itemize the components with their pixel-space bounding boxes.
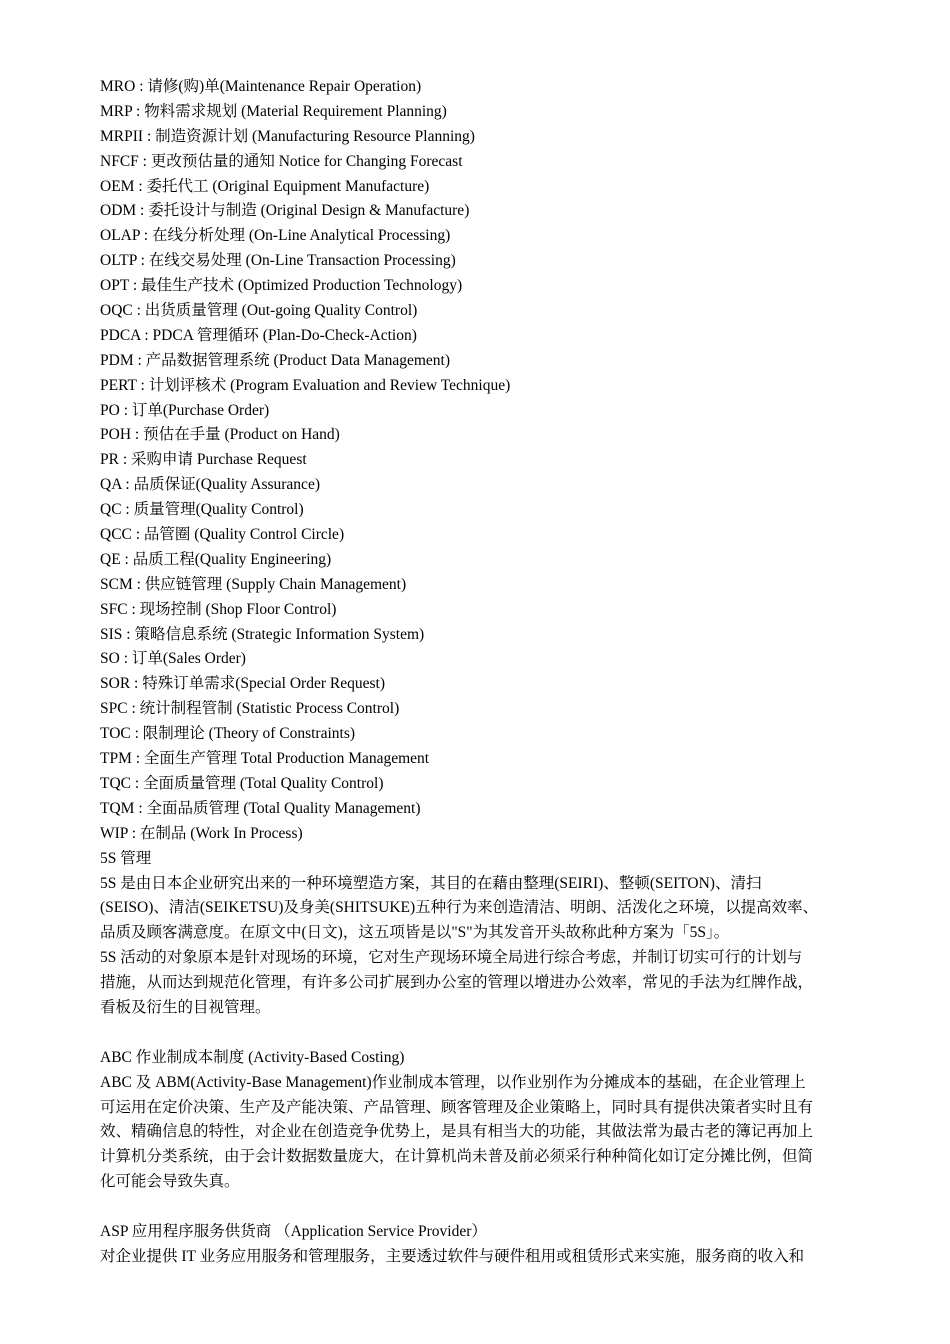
- section-heading: ABC 作业制成本制度 (Activity-Based Costing): [100, 1048, 405, 1066]
- paragraph: [100, 1245, 852, 1270]
- section-heading: ASP 应用程序服务供货商 （Application Service Provider）: [100, 1222, 487, 1240]
- paragraph-line: 计算机分类系统，由于会计数据数量庞大，在计算机尚未普及前必须采行种种简化如订定分摊比例，但简: [100, 1148, 814, 1166]
- glossary-entry: PDM : 产品数据管理系统 (Product Data Management): [100, 351, 450, 369]
- glossary-entry: TQC : 全面质量管理 (Total Quality Control): [100, 774, 384, 792]
- glossary-entry: QA : 品质保证(Quality Assurance): [100, 476, 320, 494]
- glossary-entry: MRPII : 制造资源计划 (Manufacturing Resource Planning): [100, 127, 475, 145]
- glossary-entry: POH : 预估在手量 (Product on Hand): [100, 426, 340, 444]
- glossary-entry: SIS : 策略信息系统 (Strategic Information System): [100, 625, 425, 643]
- glossary-list: [100, 75, 852, 847]
- paragraph-line: 看板及衍生的目视管理。: [100, 998, 271, 1016]
- glossary-entry: OQC : 出货质量管理 (Out-going Quality Control): [100, 302, 418, 320]
- paragraph-line: 效、精确信息的特性，对企业在创造竞争优势上，是具有相当大的功能，其做法常为最古老的簿记再加上: [100, 1123, 814, 1141]
- paragraph: [100, 1071, 852, 1195]
- glossary-entry: OEM : 委托代工 (Original Equipment Manufacture): [100, 177, 430, 195]
- paragraph-line: 5S 是由日本企业研究出来的一种环境塑造方案，其目的在藉由整理(SEIRI)、整顿(SEITON)、清扫: [100, 874, 762, 892]
- spacer: [100, 1021, 852, 1046]
- glossary-entry: OLAP : 在线分析处理 (On-Line Analytical Processing): [100, 227, 451, 245]
- section-abc: [100, 1046, 852, 1195]
- glossary-entry: NFCF : 更改预估量的通知 Notice for Changing Forecast: [100, 152, 463, 170]
- glossary-entry: SFC : 现场控制 (Shop Floor Control): [100, 600, 337, 618]
- glossary-entry: MRO : 请修(购)单(Maintenance Repair Operation): [100, 78, 422, 95]
- glossary-entry: WIP : 在制品 (Work In Process): [100, 824, 303, 842]
- paragraph-line: 对企业提供 IT 业务应用服务和管理服务，主要透过软件与硬件租用或租赁形式来实施，服务商的收入和: [100, 1247, 805, 1265]
- section-5s: [100, 847, 852, 1021]
- glossary-entry: PDCA : PDCA 管理循环 (Plan-Do-Check-Action): [100, 326, 417, 344]
- paragraph-line: 可运用在定价决策、生产及产能决策、产品管理、顾客管理及企业策略上，同时具有提供决策者实时且有: [100, 1098, 814, 1116]
- paragraph-line: 措施，从而达到规范化管理，有许多公司扩展到办公室的管理以增进办公效率，常见的手法为红牌作战，: [100, 974, 814, 992]
- glossary-entry: ODM : 委托设计与制造 (Original Design & Manufacture): [100, 202, 470, 220]
- glossary-entry: OLTP : 在线交易处理 (On-Line Transaction Processing): [100, 252, 456, 270]
- glossary-entry: SO : 订单(Sales Order): [100, 650, 246, 668]
- paragraph-line: (SEISO)、清洁(SEIKETSU)及身美(SHITSUKE)五种行为来创造清洁、明朗、活泼化之环境，以提高效率、: [100, 899, 819, 917]
- paragraph-line: 化可能会导致失真。: [100, 1173, 240, 1191]
- paragraph: [100, 872, 852, 947]
- glossary-entry: PO : 订单(Purchase Order): [100, 401, 270, 419]
- glossary-entry: SCM : 供应链管理 (Supply Chain Management): [100, 575, 407, 593]
- glossary-entry: MRP : 物料需求规划 (Material Requirement Planning): [100, 102, 447, 120]
- section-heading: 5S 管理: [100, 849, 152, 867]
- glossary-entry: PR : 采购申请 Purchase Request: [100, 451, 307, 469]
- section-asp: [100, 1220, 852, 1270]
- paragraph-line: 品质及顾客满意度。在原文中(日文)，这五项皆是以"S"为其发音开头故称此种方案为「5S」。: [100, 924, 730, 942]
- glossary-entry: QE : 品质工程(Quality Engineering): [100, 550, 332, 568]
- glossary-entry: TQM : 全面品质管理 (Total Quality Management): [100, 799, 421, 817]
- paragraph-line: 5S 活动的对象原本是针对现场的环境，它对生产现场环境全局进行综合考虑，并制订切实可行的计划与: [100, 949, 803, 967]
- glossary-entry: OPT : 最佳生产技术 (Optimized Production Technology): [100, 277, 463, 295]
- document-page: [100, 75, 852, 1270]
- glossary-entry: QCC : 品管圈 (Quality Control Circle): [100, 526, 345, 544]
- spacer: [100, 1195, 852, 1220]
- glossary-entry: PERT : 计划评核术 (Program Evaluation and Review Technique): [100, 376, 511, 394]
- glossary-entry: TPM : 全面生产管理 Total Production Management: [100, 750, 430, 768]
- glossary-entry: SPC : 统计制程管制 (Statistic Process Control): [100, 700, 400, 718]
- glossary-entry: SOR : 特殊订单需求(Special Order Request): [100, 675, 385, 693]
- glossary-entry: QC : 质量管理(Quality Control): [100, 501, 304, 519]
- glossary-entry: TOC : 限制理论 (Theory of Constraints): [100, 725, 356, 743]
- paragraph-line: ABC 及 ABM(Activity-Base Management)作业制成本管理，以作业别作为分摊成本的基础，在企业管理上: [100, 1073, 806, 1091]
- paragraph: [100, 946, 852, 1021]
